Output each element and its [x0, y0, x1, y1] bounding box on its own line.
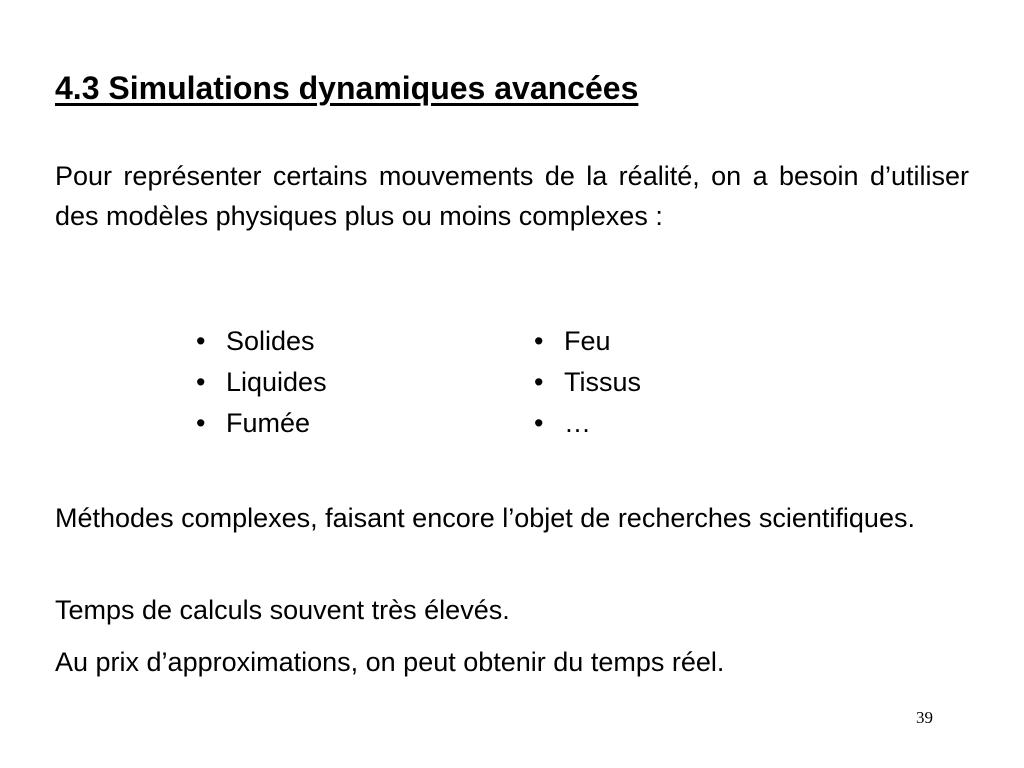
bullet-icon: •: [534, 408, 544, 438]
list-item: [534, 321, 641, 362]
realtime-text: Au prix d’approximations, on peut obtenir du temps réel.: [55, 647, 725, 677]
list-item: [196, 362, 327, 403]
list-item: [534, 403, 641, 444]
list-item: [534, 362, 641, 403]
bullet-icon: •: [196, 408, 206, 438]
bullet-icon: •: [534, 367, 544, 397]
list-item: [196, 321, 327, 362]
list-item-label: Solides: [226, 326, 315, 356]
list-item-label: Feu: [564, 326, 611, 356]
slide-title: 4.3 Simulations dynamiques avancées: [55, 70, 639, 106]
bullet-icon: •: [196, 367, 206, 397]
list-item-label: Liquides: [226, 367, 327, 397]
bullet-icon: •: [196, 326, 206, 356]
models-list-right: [534, 321, 641, 444]
methods-paragraph: Méthodes complexes, faisant encore l’objet de recherches scientifiques.: [55, 503, 915, 533]
intro-paragraph: Pour représenter certains mouvements de la réalité, on a besoin d’utiliser des modèles physiques plus ou moins complexes :: [55, 161, 969, 231]
page-number: 39: [916, 708, 933, 727]
list-item: [196, 403, 327, 444]
computation-time-text: Temps de calculs souvent très élevés.: [55, 595, 510, 625]
list-item-label: Fumée: [226, 408, 311, 438]
list-item-label: Tissus: [564, 367, 642, 397]
bullet-icon: •: [534, 326, 544, 356]
models-list-left: [196, 321, 327, 444]
list-item-label: …: [564, 408, 591, 438]
